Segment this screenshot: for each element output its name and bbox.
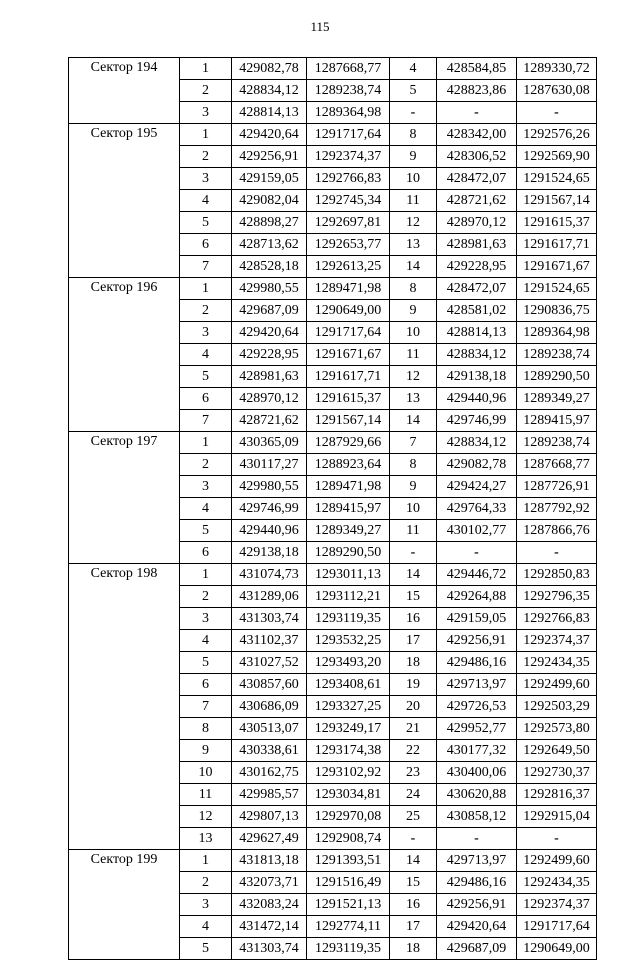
point-number-right-cell: 17 — [390, 916, 437, 938]
x-coordinate-right-cell: - — [437, 102, 517, 124]
point-number-left-cell: 4 — [180, 344, 232, 366]
x-coordinate-left-cell: 432073,71 — [232, 872, 307, 894]
point-number-left-cell: 1 — [180, 124, 232, 146]
y-coordinate-right-cell: 1289290,50 — [517, 366, 597, 388]
y-coordinate-right-cell: 1292573,80 — [517, 718, 597, 740]
y-coordinate-left-cell: 1292653,77 — [307, 234, 390, 256]
y-coordinate-left-cell: 1289364,98 — [307, 102, 390, 124]
x-coordinate-right-cell: 428342,00 — [437, 124, 517, 146]
y-coordinate-right-cell: 1292374,37 — [517, 894, 597, 916]
x-coordinate-left-cell: 429980,55 — [232, 476, 307, 498]
x-coordinate-right-cell: 428721,62 — [437, 190, 517, 212]
table-row — [69, 58, 597, 80]
x-coordinate-right-cell: 429486,16 — [437, 872, 517, 894]
point-number-left-cell: 1 — [180, 278, 232, 300]
y-coordinate-left-cell: 1291615,37 — [307, 388, 390, 410]
y-coordinate-right-cell: 1291567,14 — [517, 190, 597, 212]
x-coordinate-left-cell: 428721,62 — [232, 410, 307, 432]
y-coordinate-right-cell: 1291717,64 — [517, 916, 597, 938]
x-coordinate-right-cell: 429256,91 — [437, 630, 517, 652]
y-coordinate-left-cell: 1291671,67 — [307, 344, 390, 366]
y-coordinate-right-cell: 1289415,97 — [517, 410, 597, 432]
point-number-left-cell: 1 — [180, 564, 232, 586]
y-coordinate-left-cell: 1293034,81 — [307, 784, 390, 806]
y-coordinate-right-cell: 1292499,60 — [517, 850, 597, 872]
x-coordinate-left-cell: 428834,12 — [232, 80, 307, 102]
y-coordinate-left-cell: 1289349,27 — [307, 520, 390, 542]
y-coordinate-left-cell: 1292774,11 — [307, 916, 390, 938]
y-coordinate-right-cell: 1292796,35 — [517, 586, 597, 608]
point-number-left-cell: 2 — [180, 872, 232, 894]
point-number-left-cell: 6 — [180, 542, 232, 564]
x-coordinate-right-cell: 428970,12 — [437, 212, 517, 234]
x-coordinate-right-cell: 429082,78 — [437, 454, 517, 476]
x-coordinate-right-cell: 428823,86 — [437, 80, 517, 102]
point-number-left-cell: 5 — [180, 652, 232, 674]
y-coordinate-left-cell: 1293119,35 — [307, 938, 390, 960]
point-number-right-cell: 15 — [390, 872, 437, 894]
y-coordinate-left-cell: 1292745,34 — [307, 190, 390, 212]
point-number-right-cell: 9 — [390, 146, 437, 168]
x-coordinate-right-cell: 429726,53 — [437, 696, 517, 718]
y-coordinate-left-cell: 1293102,92 — [307, 762, 390, 784]
x-coordinate-right-cell: 430858,12 — [437, 806, 517, 828]
x-coordinate-left-cell: 431289,06 — [232, 586, 307, 608]
x-coordinate-left-cell: 428898,27 — [232, 212, 307, 234]
x-coordinate-left-cell: 428981,63 — [232, 366, 307, 388]
y-coordinate-left-cell: 1288923,64 — [307, 454, 390, 476]
y-coordinate-left-cell: 1293327,25 — [307, 696, 390, 718]
point-number-right-cell: 13 — [390, 388, 437, 410]
point-number-right-cell: 18 — [390, 652, 437, 674]
y-coordinate-left-cell: 1291717,64 — [307, 124, 390, 146]
point-number-left-cell: 3 — [180, 608, 232, 630]
x-coordinate-left-cell: 429420,64 — [232, 124, 307, 146]
point-number-left-cell: 5 — [180, 938, 232, 960]
point-number-right-cell: 14 — [390, 850, 437, 872]
sector-name-cell: Сектор 195 — [69, 124, 180, 278]
point-number-right-cell: 8 — [390, 278, 437, 300]
point-number-right-cell: 9 — [390, 300, 437, 322]
x-coordinate-right-cell: 428834,12 — [437, 344, 517, 366]
point-number-right-cell: 9 — [390, 476, 437, 498]
point-number-right-cell: 13 — [390, 234, 437, 256]
y-coordinate-left-cell: 1289471,98 — [307, 476, 390, 498]
y-coordinate-left-cell: 1291717,64 — [307, 322, 390, 344]
y-coordinate-right-cell: 1292576,26 — [517, 124, 597, 146]
y-coordinate-left-cell: 1292766,83 — [307, 168, 390, 190]
y-coordinate-left-cell: 1293493,20 — [307, 652, 390, 674]
y-coordinate-right-cell: - — [517, 542, 597, 564]
point-number-left-cell: 1 — [180, 432, 232, 454]
x-coordinate-right-cell: 430102,77 — [437, 520, 517, 542]
point-number-left-cell: 6 — [180, 234, 232, 256]
y-coordinate-right-cell: 1289238,74 — [517, 344, 597, 366]
point-number-left-cell: 12 — [180, 806, 232, 828]
y-coordinate-right-cell: 1292730,37 — [517, 762, 597, 784]
x-coordinate-left-cell: 431102,37 — [232, 630, 307, 652]
point-number-right-cell: 16 — [390, 894, 437, 916]
x-coordinate-right-cell: 429687,09 — [437, 938, 517, 960]
y-coordinate-left-cell: 1290649,00 — [307, 300, 390, 322]
table-row — [69, 564, 597, 586]
point-number-left-cell: 2 — [180, 454, 232, 476]
point-number-right-cell: 19 — [390, 674, 437, 696]
y-coordinate-right-cell: 1291524,65 — [517, 168, 597, 190]
page-number: 115 — [310, 19, 330, 34]
x-coordinate-left-cell: 431074,73 — [232, 564, 307, 586]
point-number-right-cell: 22 — [390, 740, 437, 762]
point-number-left-cell: 4 — [180, 190, 232, 212]
point-number-right-cell: 8 — [390, 124, 437, 146]
x-coordinate-right-cell: 429420,64 — [437, 916, 517, 938]
table-row — [69, 432, 597, 454]
x-coordinate-right-cell: 429424,27 — [437, 476, 517, 498]
y-coordinate-left-cell: 1287929,66 — [307, 432, 390, 454]
y-coordinate-left-cell: 1293112,21 — [307, 586, 390, 608]
point-number-right-cell: 18 — [390, 938, 437, 960]
point-number-right-cell: 11 — [390, 344, 437, 366]
x-coordinate-left-cell: 429746,99 — [232, 498, 307, 520]
x-coordinate-left-cell: 429138,18 — [232, 542, 307, 564]
point-number-left-cell: 1 — [180, 850, 232, 872]
point-number-left-cell: 2 — [180, 80, 232, 102]
x-coordinate-right-cell: 428581,02 — [437, 300, 517, 322]
y-coordinate-right-cell: 1291617,71 — [517, 234, 597, 256]
point-number-right-cell: 14 — [390, 410, 437, 432]
point-number-left-cell: 11 — [180, 784, 232, 806]
x-coordinate-left-cell: 429985,57 — [232, 784, 307, 806]
y-coordinate-right-cell: 1291671,67 — [517, 256, 597, 278]
y-coordinate-right-cell: - — [517, 828, 597, 850]
point-number-left-cell: 4 — [180, 916, 232, 938]
y-coordinate-left-cell: 1293408,61 — [307, 674, 390, 696]
point-number-right-cell: - — [390, 828, 437, 850]
y-coordinate-right-cell: 1290649,00 — [517, 938, 597, 960]
y-coordinate-left-cell: 1289290,50 — [307, 542, 390, 564]
point-number-right-cell: 10 — [390, 498, 437, 520]
point-number-left-cell: 6 — [180, 388, 232, 410]
x-coordinate-right-cell: 429713,97 — [437, 674, 517, 696]
y-coordinate-left-cell: 1291393,51 — [307, 850, 390, 872]
x-coordinate-left-cell: 429082,04 — [232, 190, 307, 212]
x-coordinate-right-cell: 428981,63 — [437, 234, 517, 256]
point-number-left-cell: 7 — [180, 410, 232, 432]
x-coordinate-right-cell: 428584,85 — [437, 58, 517, 80]
x-coordinate-right-cell: 429713,97 — [437, 850, 517, 872]
point-number-left-cell: 3 — [180, 322, 232, 344]
x-coordinate-right-cell: 430177,32 — [437, 740, 517, 762]
x-coordinate-left-cell: 430513,07 — [232, 718, 307, 740]
y-coordinate-right-cell: 1292374,37 — [517, 630, 597, 652]
x-coordinate-left-cell: 430365,09 — [232, 432, 307, 454]
sector-name-cell: Сектор 198 — [69, 564, 180, 850]
y-coordinate-right-cell: 1289238,74 — [517, 432, 597, 454]
x-coordinate-left-cell: 429256,91 — [232, 146, 307, 168]
x-coordinate-right-cell: - — [437, 542, 517, 564]
y-coordinate-left-cell: 1292908,74 — [307, 828, 390, 850]
y-coordinate-right-cell: 1292850,83 — [517, 564, 597, 586]
point-number-left-cell: 4 — [180, 630, 232, 652]
point-number-right-cell: 23 — [390, 762, 437, 784]
x-coordinate-right-cell: 429138,18 — [437, 366, 517, 388]
y-coordinate-left-cell: 1293119,35 — [307, 608, 390, 630]
point-number-left-cell: 7 — [180, 696, 232, 718]
x-coordinate-right-cell: 429952,77 — [437, 718, 517, 740]
coordinates-table — [68, 57, 597, 960]
y-coordinate-right-cell: 1292434,35 — [517, 872, 597, 894]
y-coordinate-right-cell: 1289330,72 — [517, 58, 597, 80]
point-number-right-cell: 15 — [390, 586, 437, 608]
y-coordinate-right-cell: 1287866,76 — [517, 520, 597, 542]
point-number-left-cell: 5 — [180, 366, 232, 388]
x-coordinate-right-cell: 429228,95 — [437, 256, 517, 278]
y-coordinate-left-cell: 1292613,25 — [307, 256, 390, 278]
point-number-left-cell: 10 — [180, 762, 232, 784]
x-coordinate-left-cell: 429980,55 — [232, 278, 307, 300]
x-coordinate-left-cell: 428814,13 — [232, 102, 307, 124]
point-number-left-cell: 9 — [180, 740, 232, 762]
x-coordinate-left-cell: 429420,64 — [232, 322, 307, 344]
y-coordinate-right-cell: 1292499,60 — [517, 674, 597, 696]
x-coordinate-left-cell: 431813,18 — [232, 850, 307, 872]
table-row — [69, 278, 597, 300]
y-coordinate-left-cell: 1291521,13 — [307, 894, 390, 916]
y-coordinate-left-cell: 1289415,97 — [307, 498, 390, 520]
point-number-right-cell: 12 — [390, 212, 437, 234]
point-number-right-cell: 7 — [390, 432, 437, 454]
sector-name-cell: Сектор 199 — [69, 850, 180, 960]
y-coordinate-left-cell: 1291516,49 — [307, 872, 390, 894]
y-coordinate-left-cell: 1287668,77 — [307, 58, 390, 80]
y-coordinate-left-cell: 1291567,14 — [307, 410, 390, 432]
x-coordinate-left-cell: 428713,62 — [232, 234, 307, 256]
coordinates-table-body — [69, 58, 597, 960]
table-row — [69, 124, 597, 146]
point-number-right-cell: 10 — [390, 168, 437, 190]
table-row — [69, 850, 597, 872]
y-coordinate-left-cell: 1293249,17 — [307, 718, 390, 740]
y-coordinate-left-cell: 1292374,37 — [307, 146, 390, 168]
y-coordinate-left-cell: 1293011,13 — [307, 564, 390, 586]
y-coordinate-right-cell: 1291615,37 — [517, 212, 597, 234]
x-coordinate-left-cell: 430686,09 — [232, 696, 307, 718]
x-coordinate-left-cell: 428970,12 — [232, 388, 307, 410]
x-coordinate-left-cell: 431303,74 — [232, 938, 307, 960]
y-coordinate-left-cell: 1293174,38 — [307, 740, 390, 762]
point-number-left-cell: 6 — [180, 674, 232, 696]
x-coordinate-left-cell: 429627,49 — [232, 828, 307, 850]
y-coordinate-right-cell: 1287792,92 — [517, 498, 597, 520]
x-coordinate-left-cell: 429082,78 — [232, 58, 307, 80]
x-coordinate-right-cell: 429746,99 — [437, 410, 517, 432]
y-coordinate-left-cell: 1289238,74 — [307, 80, 390, 102]
x-coordinate-right-cell: 429264,88 — [437, 586, 517, 608]
point-number-right-cell: - — [390, 102, 437, 124]
point-number-left-cell: 2 — [180, 300, 232, 322]
y-coordinate-right-cell: - — [517, 102, 597, 124]
x-coordinate-left-cell: 429687,09 — [232, 300, 307, 322]
point-number-left-cell: 13 — [180, 828, 232, 850]
point-number-left-cell: 1 — [180, 58, 232, 80]
point-number-left-cell: 2 — [180, 586, 232, 608]
y-coordinate-left-cell: 1289471,98 — [307, 278, 390, 300]
point-number-left-cell: 3 — [180, 894, 232, 916]
x-coordinate-left-cell: 430117,27 — [232, 454, 307, 476]
point-number-right-cell: 4 — [390, 58, 437, 80]
x-coordinate-left-cell: 429159,05 — [232, 168, 307, 190]
x-coordinate-left-cell: 430338,61 — [232, 740, 307, 762]
y-coordinate-right-cell: 1292503,29 — [517, 696, 597, 718]
point-number-right-cell: 10 — [390, 322, 437, 344]
sector-name-cell: Сектор 194 — [69, 58, 180, 124]
point-number-right-cell: 21 — [390, 718, 437, 740]
y-coordinate-right-cell: 1289364,98 — [517, 322, 597, 344]
y-coordinate-left-cell: 1293532,25 — [307, 630, 390, 652]
point-number-right-cell: - — [390, 542, 437, 564]
point-number-left-cell: 7 — [180, 256, 232, 278]
sector-name-cell: Сектор 196 — [69, 278, 180, 432]
y-coordinate-right-cell: 1291524,65 — [517, 278, 597, 300]
y-coordinate-right-cell: 1292569,90 — [517, 146, 597, 168]
point-number-right-cell: 11 — [390, 190, 437, 212]
y-coordinate-right-cell: 1287726,91 — [517, 476, 597, 498]
x-coordinate-left-cell: 432083,24 — [232, 894, 307, 916]
y-coordinate-right-cell: 1292816,37 — [517, 784, 597, 806]
point-number-right-cell: 8 — [390, 454, 437, 476]
y-coordinate-right-cell: 1287668,77 — [517, 454, 597, 476]
y-coordinate-right-cell: 1292434,35 — [517, 652, 597, 674]
x-coordinate-left-cell: 429807,13 — [232, 806, 307, 828]
y-coordinate-left-cell: 1291617,71 — [307, 366, 390, 388]
x-coordinate-right-cell: 429764,33 — [437, 498, 517, 520]
x-coordinate-left-cell: 430162,75 — [232, 762, 307, 784]
x-coordinate-right-cell: 428306,52 — [437, 146, 517, 168]
y-coordinate-left-cell: 1292970,08 — [307, 806, 390, 828]
y-coordinate-right-cell: 1292766,83 — [517, 608, 597, 630]
x-coordinate-right-cell: 428472,07 — [437, 278, 517, 300]
y-coordinate-right-cell: 1290836,75 — [517, 300, 597, 322]
x-coordinate-right-cell: 429256,91 — [437, 894, 517, 916]
y-coordinate-right-cell: 1292915,04 — [517, 806, 597, 828]
x-coordinate-left-cell: 428528,18 — [232, 256, 307, 278]
x-coordinate-right-cell: 430620,88 — [437, 784, 517, 806]
point-number-left-cell: 3 — [180, 102, 232, 124]
x-coordinate-left-cell: 431027,52 — [232, 652, 307, 674]
x-coordinate-left-cell: 430857,60 — [232, 674, 307, 696]
point-number-right-cell: 25 — [390, 806, 437, 828]
x-coordinate-left-cell: 429440,96 — [232, 520, 307, 542]
point-number-left-cell: 5 — [180, 212, 232, 234]
point-number-right-cell: 14 — [390, 256, 437, 278]
point-number-left-cell: 3 — [180, 168, 232, 190]
point-number-left-cell: 4 — [180, 498, 232, 520]
point-number-left-cell: 5 — [180, 520, 232, 542]
x-coordinate-right-cell: 428472,07 — [437, 168, 517, 190]
x-coordinate-right-cell: 428814,13 — [437, 322, 517, 344]
point-number-left-cell: 3 — [180, 476, 232, 498]
x-coordinate-right-cell: 428834,12 — [437, 432, 517, 454]
point-number-right-cell: 16 — [390, 608, 437, 630]
y-coordinate-right-cell: 1289349,27 — [517, 388, 597, 410]
y-coordinate-right-cell: 1287630,08 — [517, 80, 597, 102]
point-number-left-cell: 2 — [180, 146, 232, 168]
point-number-right-cell: 12 — [390, 366, 437, 388]
point-number-right-cell: 17 — [390, 630, 437, 652]
point-number-right-cell: 5 — [390, 80, 437, 102]
point-number-right-cell: 11 — [390, 520, 437, 542]
x-coordinate-right-cell: 429446,72 — [437, 564, 517, 586]
x-coordinate-right-cell: 429486,16 — [437, 652, 517, 674]
point-number-right-cell: 20 — [390, 696, 437, 718]
point-number-right-cell: 24 — [390, 784, 437, 806]
y-coordinate-left-cell: 1292697,81 — [307, 212, 390, 234]
sector-name-cell: Сектор 197 — [69, 432, 180, 564]
x-coordinate-right-cell: 429440,96 — [437, 388, 517, 410]
x-coordinate-right-cell: - — [437, 828, 517, 850]
x-coordinate-right-cell: 429159,05 — [437, 608, 517, 630]
point-number-left-cell: 8 — [180, 718, 232, 740]
x-coordinate-left-cell: 431472,14 — [232, 916, 307, 938]
x-coordinate-right-cell: 430400,06 — [437, 762, 517, 784]
point-number-right-cell: 14 — [390, 564, 437, 586]
x-coordinate-left-cell: 431303,74 — [232, 608, 307, 630]
x-coordinate-left-cell: 429228,95 — [232, 344, 307, 366]
y-coordinate-right-cell: 1292649,50 — [517, 740, 597, 762]
